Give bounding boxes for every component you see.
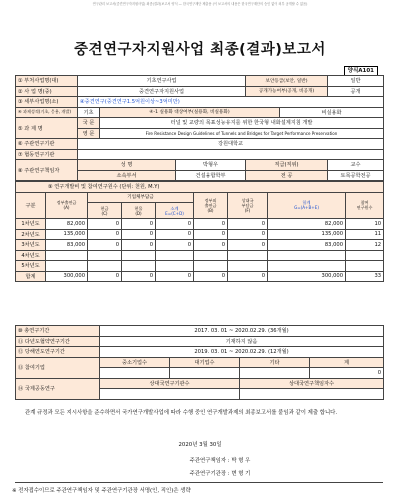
dept-program-label: ① 부처사업명(대) xyxy=(16,76,78,87)
form-number: 양식A101 xyxy=(344,66,378,76)
gov-fund-cell: 300,000 xyxy=(46,271,88,282)
cash-cell: 0 xyxy=(88,219,122,230)
cash-cell xyxy=(88,250,122,261)
english-title-label: 영 문 xyxy=(78,128,100,139)
nongov-fund-cell: 0 xyxy=(194,229,228,240)
researchers-cell: 11 xyxy=(346,229,384,240)
funding-row xyxy=(16,240,384,251)
total-period-label: ⑩ 총연구기간 xyxy=(16,326,100,337)
korean-title-value: 터널 및 교량의 목표성능유지를 위한 한국형 내화설계지침 개발 xyxy=(100,118,384,129)
partner-pis-header: 상대국연구책임자수 xyxy=(240,378,384,389)
researchers-cell: 12 xyxy=(346,240,384,251)
cash-cell: 0 xyxy=(88,271,122,282)
in-kind-cell xyxy=(122,261,156,272)
in-kind-cell: 0 xyxy=(122,240,156,251)
other-company-header: 기타 xyxy=(240,357,310,368)
sme-count-value xyxy=(100,368,170,379)
info-table xyxy=(15,75,384,181)
total-fund-cell xyxy=(268,250,346,261)
funding-table xyxy=(15,181,384,282)
funding-year-label: 1차년도 xyxy=(16,219,46,230)
total-fund-cell: 300,000 xyxy=(268,271,346,282)
project-type-value: 기초 xyxy=(78,107,100,118)
total-fund-header: 합계 G=(A+B+E) xyxy=(268,192,346,219)
security-level-value: 일반 xyxy=(328,76,384,87)
sub-program-value: ④중견연구(중견연구1.5억원이상~3억미만) xyxy=(78,97,384,108)
partner-institution-label: ⑦ 협동연구기관 xyxy=(16,149,78,160)
project-type-label: ④ 과제성격(기초, 응용, 개발) xyxy=(16,107,78,118)
in-kind-cell xyxy=(122,250,156,261)
lead-institution-value: 강원대학교 xyxy=(78,139,384,150)
subtotal-cell xyxy=(156,261,194,272)
partner-fund-cell: 0 xyxy=(228,229,268,240)
partner-institution-value xyxy=(78,149,384,160)
researchers-header: 참여 연구원수 xyxy=(346,192,384,219)
multiyear-period-label: ⑪ 다년도협약연구기간 xyxy=(16,336,100,347)
researchers-cell xyxy=(346,250,384,261)
header-note: 연구관리 보고서(중견연구자지원사업) 최종(결과)보고서 양식 — 한국연구재단 제출용 (이 보고서의 내용은 한국연구재단의 승인 없이 외부 공개할 수 없음) xyxy=(92,2,308,6)
korean-title-label: 국 문 xyxy=(78,118,100,129)
pi-dept-value: 건설융합학부 xyxy=(176,170,246,181)
funding-row xyxy=(16,271,384,282)
nongov-fund-cell: 0 xyxy=(194,240,228,251)
nongov-fund-cell: 0 xyxy=(194,271,228,282)
in-kind-cell: 0 xyxy=(122,229,156,240)
commercialization-label: ④-1 실용화 대상여부(실용화, 비실용화) xyxy=(100,107,280,118)
gov-fund-header: 정부출연금 (A) xyxy=(46,192,88,219)
current-period-label: ⑫ 당해연도연구기간 xyxy=(16,347,100,358)
head-signature-line: 주관연구기관장 : 변 형 기 xyxy=(189,471,251,477)
gov-fund-cell: 82,000 xyxy=(46,219,88,230)
intl-research-label: ⑭ 국제공동연구 xyxy=(16,378,100,399)
footer-rule xyxy=(15,482,383,483)
other-company-value xyxy=(240,368,310,379)
funding-year-label: 3차년도 xyxy=(16,240,46,251)
large-company-value xyxy=(170,368,240,379)
program-name-value: 중견연구자지원사업 xyxy=(78,86,246,97)
dept-program-value: 기초연구사업 xyxy=(78,76,246,87)
partner-fund-cell: 0 xyxy=(228,271,268,282)
gov-fund-cell: 135,000 xyxy=(46,229,88,240)
gov-fund-cell: 83,000 xyxy=(46,240,88,251)
researchers-cell xyxy=(346,261,384,272)
cash-header: 현금 (C) xyxy=(88,203,122,219)
subtotal-cell: 0 xyxy=(156,219,194,230)
partner-institutions-header: 상대국연구기관수 xyxy=(100,378,240,389)
pi-major-label: 전 공 xyxy=(246,170,328,181)
funding-year-label: 2차년도 xyxy=(16,229,46,240)
company-total-value: 0 xyxy=(310,368,384,379)
pi-dept-label: 소속부서 xyxy=(78,170,176,181)
disclosure-label: 공개가능여부(공개, 비공개) xyxy=(246,86,328,97)
report-title: 중견연구자지원사업 최종(결과)보고서 xyxy=(74,42,326,58)
funding-row xyxy=(16,250,384,261)
researchers-cell: 33 xyxy=(346,271,384,282)
nongov-fund-cell xyxy=(194,261,228,272)
company-fund-header: 기업체부담금 xyxy=(88,192,194,203)
in-kind-cell: 0 xyxy=(122,271,156,282)
partner-institutions-value xyxy=(100,389,240,400)
sub-program-label: ③ 세부사업명(소) xyxy=(16,97,78,108)
total-fund-cell: 135,000 xyxy=(268,229,346,240)
gov-fund-cell xyxy=(46,250,88,261)
subtotal-cell: 0 xyxy=(156,240,194,251)
funding-row xyxy=(16,229,384,240)
in-kind-cell: 0 xyxy=(122,219,156,230)
submission-statement: 관계 규정과 모든 지시사항을 준수하면서 국가연구개발사업에 따라 수행 중인 연구개발과제의 최종보고서를 붙임과 같이 제출 합니다. xyxy=(25,410,338,416)
cash-cell: 0 xyxy=(88,240,122,251)
gov-fund-cell xyxy=(46,261,88,272)
partner-fund-cell: 0 xyxy=(228,240,268,251)
pi-rank-label: 직급(직위) xyxy=(246,160,328,171)
total-fund-cell: 83,000 xyxy=(268,240,346,251)
funding-row xyxy=(16,219,384,230)
cash-cell: 0 xyxy=(88,229,122,240)
total-fund-cell xyxy=(268,261,346,272)
funding-year-label: 합계 xyxy=(16,271,46,282)
cash-cell xyxy=(88,261,122,272)
funding-section-label: ⑨ 연구개발비 및 참여연구원수 (단위: 천원, M.Y) xyxy=(16,182,384,193)
large-company-header: 대기업수 xyxy=(170,357,240,368)
submission-date: 2020년 3월 30일 xyxy=(178,442,222,448)
multiyear-period-value: 기재하지 않음 xyxy=(100,336,384,347)
total-period-value: 2017. 03. 01 ~ 2020.02.29. (36개월) xyxy=(100,326,384,337)
total-fund-cell: 82,000 xyxy=(268,219,346,230)
english-title-value: Fire Resistance Design Guidelines of Tunnels and Bridges for Target Performance Preservation xyxy=(100,128,384,139)
subtotal-cell: 0 xyxy=(156,229,194,240)
funding-year-label: 4차년도 xyxy=(16,250,46,261)
pi-rank-value: 교수 xyxy=(328,160,384,171)
project-title-label: ⑤ 과 제 명 xyxy=(16,118,78,139)
program-name-label: ② 사 업 명(중) xyxy=(16,86,78,97)
sme-count-header: 중소기업수 xyxy=(100,357,170,368)
pi-name-label: 성 명 xyxy=(78,160,176,171)
funding-year-label: 5차년도 xyxy=(16,261,46,272)
partner-fund-cell: 0 xyxy=(228,219,268,230)
nongov-fund-cell xyxy=(194,250,228,261)
nongov-fund-header: 정부외 출연금 (B) xyxy=(194,192,228,219)
subtotal-cell xyxy=(156,250,194,261)
periods-table xyxy=(15,325,384,400)
nongov-fund-cell: 0 xyxy=(194,219,228,230)
funding-year-header: 구분 xyxy=(16,192,46,219)
in-kind-header: 현물 (D) xyxy=(122,203,156,219)
funding-row xyxy=(16,261,384,272)
partner-fund-cell xyxy=(228,250,268,261)
subtotal-header: 소계 E=(C+D) xyxy=(156,203,194,219)
company-total-header: 계 xyxy=(310,357,384,368)
lead-institution-label: ⑥ 주관연구기관 xyxy=(16,139,78,150)
participating-companies-label: ⑬ 참여기업 xyxy=(16,357,100,378)
disclosure-value: 공개 xyxy=(328,86,384,97)
pi-name-value: 박형우 xyxy=(176,160,246,171)
partner-fund-cell xyxy=(228,261,268,272)
researchers-cell: 10 xyxy=(346,219,384,230)
pi-major-value: 토목공학전공 xyxy=(328,170,384,181)
pi-label: ⑧ 주관연구책임자 xyxy=(16,160,78,181)
security-level-label: 보안등급(보안, 일반) xyxy=(246,76,328,87)
commercialization-value: 비실용화 xyxy=(280,107,384,118)
pi-signature-line: 주관연구책임자 : 박 형 우 xyxy=(189,458,251,464)
current-period-value: 2019. 03. 01 ~ 2020.02.29. (12개월) xyxy=(100,347,384,358)
footnote: ※ 전자접수이므로 주관연구책임자 및 주관연구기관장 서명(인, 직인)은 생략 xyxy=(12,488,191,494)
subtotal-cell: 0 xyxy=(156,271,194,282)
partner-pis-value xyxy=(240,389,384,400)
partner-fund-header: 상대국 부담금 (F) xyxy=(228,192,268,219)
